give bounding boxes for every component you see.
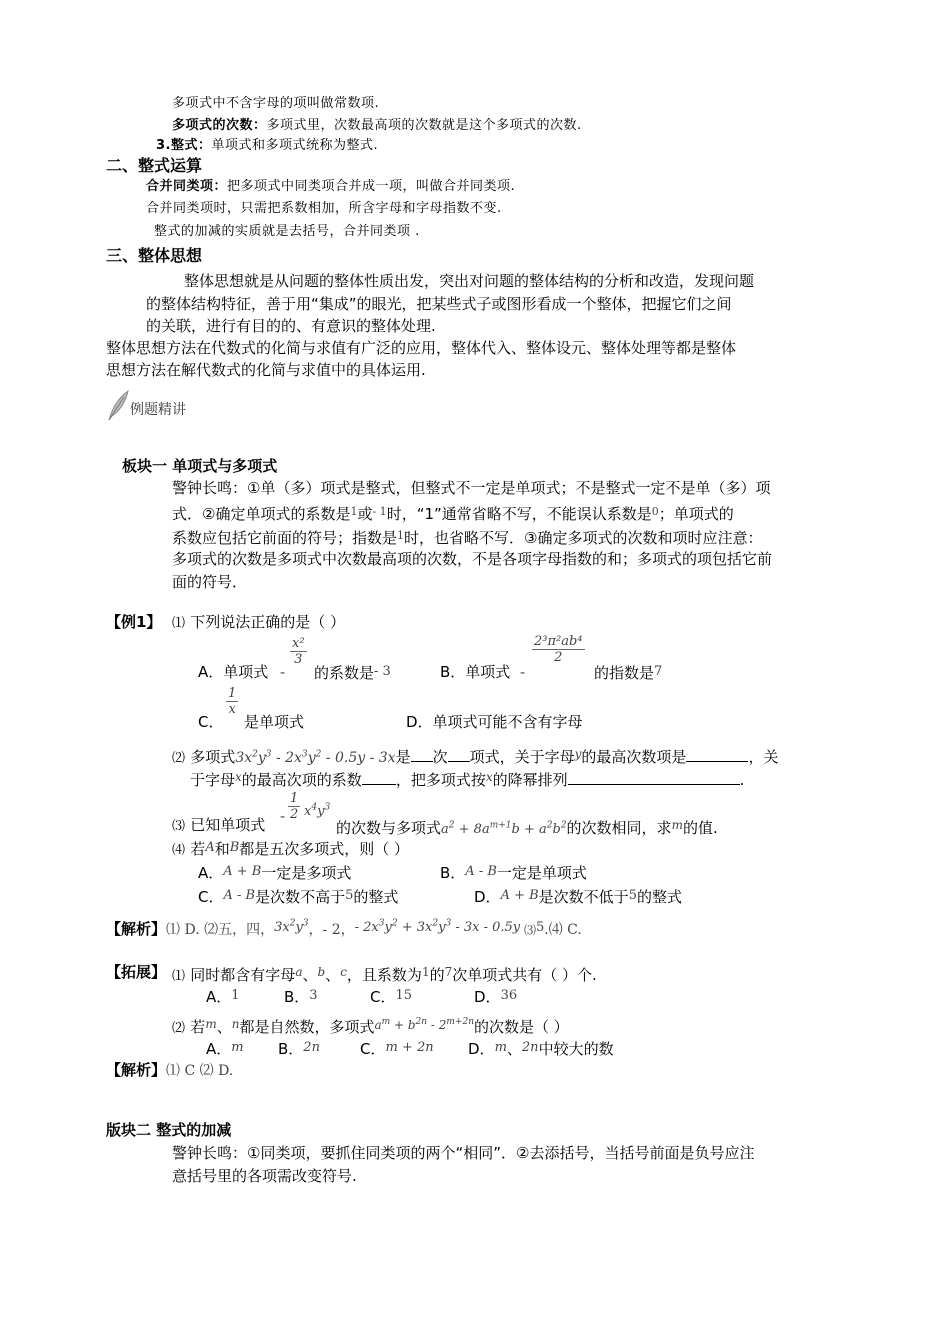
option-b-text: 的指数是7: [594, 664, 663, 682]
extension-q1-option-a: A．1: [206, 988, 240, 1006]
warning-line: 面的符号．: [172, 573, 248, 591]
section-3-title: 三、整体思想: [106, 246, 203, 265]
example-1-q3-a: ⑶ 已知单项式: [172, 816, 266, 834]
holistic-paragraph-line: 的关联，进行有目的的、有意识的整体处理.: [146, 317, 436, 335]
block-2-warning-line: 意括号里的各项需改变符号.: [172, 1167, 357, 1185]
feather-icon: [106, 388, 132, 422]
extension-q2-stem: ⑵ 若$^m$、$^n$都是自然数，多项式$^{a^m + b^{2n} - 2^{m+2n}}$的次数是（ ）: [172, 1017, 569, 1036]
block-2-title: 版块二 整式的加减: [106, 1121, 232, 1139]
minus-sign: -: [280, 663, 286, 681]
fraction-monomial-over-2: $\frac{\text{2³π²ab⁴}}{2}$: [534, 634, 583, 665]
extension-q1-option-c: C．15: [370, 988, 413, 1006]
warning-line: 警钟长鸣：①单（多）项式是整式，但整式不一定是单项式；不是整式一定不是单（多）项: [172, 479, 771, 497]
extension-q2-option-a: A．m: [206, 1040, 244, 1058]
warning-line: 系数应包括它前面的符号；指数是$^1$时，也省略不写．③确定多项式的次数和项时应注意：: [172, 529, 763, 547]
holistic-paragraph-line: 的整体结构特征，善于用“集成”的眼光，把某些式子或图形看成一个整体，把握它们之间: [146, 295, 732, 313]
example-1-q4-option-a: A．A + B一定是多项式: [198, 864, 352, 882]
example-1-q4-option-c: C．A - B是次数不高于5的整式: [198, 888, 399, 906]
option-c-text: 是单项式: [244, 713, 305, 731]
extension-q2-option-c: C．m + 2n: [360, 1040, 434, 1058]
minus-sign: -: [520, 663, 526, 681]
option-a: A．单项式: [198, 663, 269, 681]
holistic-method-line: 整体思想方法在代数式的化简与求值有广泛的应用，整体代入、整体设元、整体处理等都是整体: [106, 339, 737, 357]
example-1-q2-line2: 于字母$^x$的最高次项的系数 ，把多项式按$^x$的降幂排列 .: [190, 770, 745, 789]
degree-definition: 多项式的次数：多项式里，次数最高项的次数就是这个多项式的次数.: [172, 118, 582, 133]
minus-sign: -: [280, 807, 286, 825]
extension-q2-option-b: B．2n: [278, 1040, 320, 1058]
fraction-one-half: $\frac{1}{2}$: [290, 791, 299, 822]
extension-q1-option-d: D．36: [474, 988, 518, 1006]
fraction-1-over-x: $\frac{1}{x}$: [228, 686, 237, 717]
addition-essence: 整式的加减的实质就是去括号，合并同类项 .: [154, 224, 420, 239]
block-2-warning-line: 警钟长鸣：①同类项，要抓住同类项的两个“相同”．②去添括号，当括号前面是负号应注: [172, 1144, 755, 1162]
const-term-definition: 多项式中不含字母的项叫做常数项.: [172, 96, 380, 111]
example-1-q4-stem: ⑷ 若A和B都是五次多项式，则（ ）: [172, 840, 410, 858]
option-a-text: 的系数是- 3: [314, 664, 391, 682]
block-1-title: 板块一 单项式与多项式: [122, 457, 278, 475]
example-1-label: 【例1】: [106, 613, 162, 631]
section-2-title: 二、整式运算: [106, 156, 203, 175]
combine-definition: 合并同类项：把多项式中同类项合并成一项，叫做合并同类项.: [146, 179, 516, 194]
extension-label: 【拓展】: [106, 963, 167, 981]
answer-1: 【解析】⑴ D. ⑵五，四，$3x^2y^3$，- 2，- $2x^3y^2 + 3x^2y^3 - 3x - 0.5y$ ⑶5.⑷ C.: [106, 918, 582, 938]
option-b: B．单项式: [440, 663, 511, 681]
monomial-x4y3: $x^4y^3$: [304, 802, 331, 819]
warning-line: 式．②确定单项式的系数是$^1$或$^{- 1}$时，“1”通常省略不写，不能误认系数是$^0$；单项式的: [172, 505, 734, 523]
option-c: C．: [198, 713, 224, 731]
examples-heading: 例题精讲: [130, 402, 186, 418]
example-1-q1-stem: ⑴ 下列说法正确的是（ ）: [172, 613, 346, 631]
example-1-q4-option-b: B．A - B一定是单项式: [440, 864, 587, 882]
option-d: D．单项式可能不含有字母: [406, 713, 583, 731]
combine-rule: 合并同类项时，只需把系数相加，所含字母和字母指数不变.: [146, 201, 502, 216]
holistic-method-line: 思想方法在解代数式的化简与求值中的具体运用.: [106, 361, 426, 379]
integral-definition: 3.整式：单项式和多项式统称为整式.: [156, 138, 379, 153]
example-1-q3-b: 的次数与多项式$a^2 + 8a^{m+1}b + a^2b^2$的次数相同，求$^m$的值.: [336, 818, 718, 837]
fraction-x2-over-3: $\frac{\text{x²}}{3}$: [292, 636, 305, 667]
warning-line: 多项式的次数是多项式中次数最高项的次数，不是各项字母指数的和；多项式的项包括它前: [172, 550, 773, 568]
example-1-q2-line1: ⑵ 多项式$3x^2y^3 - 2x^3y^2 - 0.5y - 3x$是 次 项式，关于字母$^y$的最高次数项是 ，关: [172, 747, 779, 766]
answer-2: 【解析】⑴ C ⑵ D.: [106, 1061, 234, 1079]
extension-q2-option-d: D．m、2n中较大的数: [468, 1040, 614, 1058]
holistic-paragraph-line: 整体思想就是从问题的整体性质出发，突出对问题的整体结构的分析和改造，发现问题: [184, 272, 755, 290]
extension-q1-stem: ⑴ 同时都含有字母$^a$、$^b$、$^c$，且系数为$^1$的$^7$次单项式共有（ ）个.: [172, 965, 597, 984]
example-1-q4-option-d: D．A + B是次数不低于5的整式: [474, 888, 682, 906]
extension-q1-option-b: B．3: [284, 988, 318, 1006]
